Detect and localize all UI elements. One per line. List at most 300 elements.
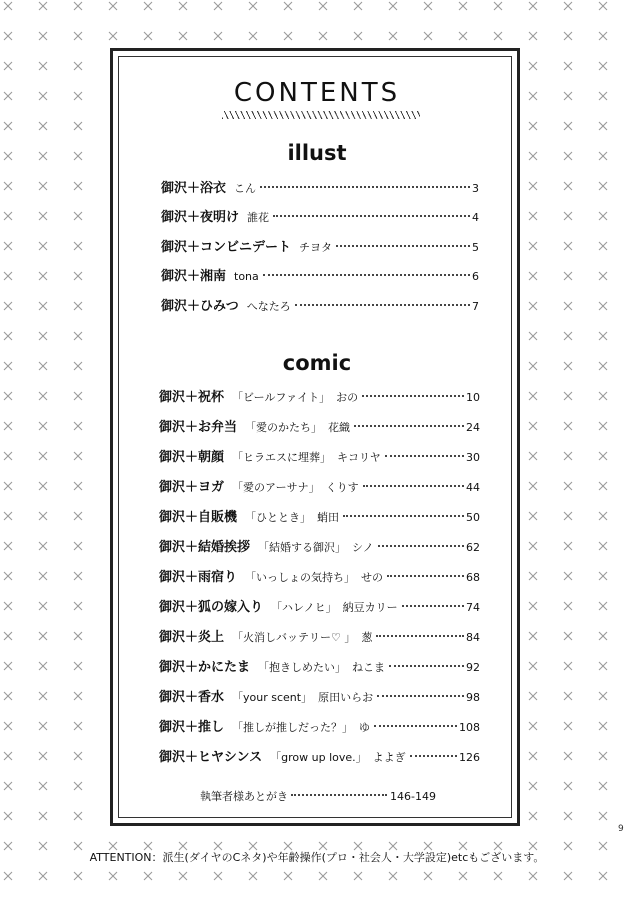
x-mark	[494, 2, 502, 10]
x-mark	[39, 632, 47, 640]
x-mark	[39, 422, 47, 430]
entry-page: 5	[472, 241, 479, 254]
x-mark	[529, 872, 537, 880]
x-mark	[39, 122, 47, 130]
entry-subtitle: 「愛のアーサナ」	[232, 481, 320, 494]
x-mark	[39, 302, 47, 310]
x-mark	[4, 482, 12, 490]
entry-author: 花織	[328, 421, 351, 434]
x-mark	[109, 872, 117, 880]
dot-leader	[389, 665, 464, 667]
entry-page: 3	[472, 182, 479, 195]
x-mark	[494, 872, 502, 880]
x-mark	[39, 692, 47, 700]
entry-title: 御沢＋自販機	[159, 510, 238, 525]
x-mark	[529, 572, 537, 580]
entry-author: せの	[361, 571, 384, 584]
x-mark	[74, 2, 82, 10]
x-mark	[4, 632, 12, 640]
x-mark	[529, 122, 537, 130]
entry-title: 御沢＋お弁当	[159, 420, 238, 435]
x-mark	[564, 482, 572, 490]
entry-author: 蛸田	[317, 511, 340, 524]
entry-subtitle: 「推しが推しだった？」	[232, 721, 354, 734]
x-mark	[564, 332, 572, 340]
x-mark	[599, 512, 607, 520]
x-mark	[4, 272, 12, 280]
dot-leader	[385, 455, 464, 457]
dot-leader	[260, 186, 470, 188]
x-mark	[74, 32, 82, 40]
dot-leader	[402, 605, 464, 607]
x-mark	[529, 542, 537, 550]
entry-author: ねこま	[352, 661, 386, 674]
comic-entry	[159, 717, 480, 739]
entry-title: 御沢＋ヒヤシンス	[159, 750, 263, 765]
entry-title: 御沢＋コンビニデート	[161, 240, 292, 255]
entry-title: 御沢＋朝顔	[159, 450, 225, 465]
x-mark	[74, 722, 82, 730]
x-mark	[564, 572, 572, 580]
entry-page: 30	[466, 451, 480, 464]
entry-subtitle: 「抱きしめたい」	[258, 661, 347, 674]
x-mark	[74, 662, 82, 670]
x-mark	[599, 182, 607, 190]
x-mark	[39, 452, 47, 460]
x-mark	[599, 242, 607, 250]
entry-subtitle: 「ビールファイト」	[232, 391, 331, 404]
x-mark	[389, 2, 397, 10]
x-mark	[249, 872, 257, 880]
entry-subtitle: 「ヒラエスに埋葬」	[232, 451, 332, 464]
x-mark	[529, 782, 537, 790]
x-mark	[39, 572, 47, 580]
x-mark	[599, 692, 607, 700]
x-mark	[599, 392, 607, 400]
x-mark	[564, 512, 572, 520]
section-heading-comic: comic	[282, 351, 352, 375]
x-mark	[74, 122, 82, 130]
attention-note: ATTENTION：派生(ダイヤのCネタ)や年齢操作(プロ・社会人・大学設定)etcもございます。	[89, 851, 545, 864]
x-mark	[599, 812, 607, 820]
entry-page: 62	[466, 541, 480, 554]
x-mark	[39, 752, 47, 760]
x-mark	[354, 872, 362, 880]
x-mark	[74, 812, 82, 820]
x-mark	[39, 482, 47, 490]
x-mark	[74, 632, 82, 640]
entry-page: 44	[466, 481, 480, 494]
x-mark	[74, 542, 82, 550]
dot-leader	[343, 515, 464, 517]
x-mark	[494, 32, 502, 40]
x-mark	[39, 512, 47, 520]
entry-page: 4	[472, 211, 479, 224]
x-mark	[4, 242, 12, 250]
entry-title: 御沢＋雨宿り	[159, 570, 238, 585]
entry-author: 誰花	[247, 211, 270, 224]
entry-title: 御沢＋ヨガ	[159, 480, 225, 495]
x-mark	[529, 2, 537, 10]
entry-title: 御沢＋香水	[159, 690, 225, 705]
x-mark	[599, 122, 607, 130]
x-mark	[74, 602, 82, 610]
entry-author: ゆ	[359, 721, 371, 734]
x-mark	[564, 272, 572, 280]
comic-entry	[159, 417, 480, 439]
x-mark	[599, 422, 607, 430]
entry-author: tona	[234, 270, 259, 283]
x-mark	[284, 2, 292, 10]
entry-title: 御沢＋狐の嫁入り	[159, 600, 264, 615]
x-mark	[564, 422, 572, 430]
illust-entry	[161, 237, 479, 259]
x-mark	[4, 722, 12, 730]
dot-leader	[387, 575, 464, 577]
x-mark	[564, 452, 572, 460]
page-number: 9	[618, 824, 624, 834]
entry-page: 68	[466, 571, 480, 584]
entry-page: 74	[466, 601, 480, 614]
x-mark	[529, 62, 537, 70]
entry-author: チヨタ	[299, 241, 333, 254]
entry-author: こん	[234, 182, 257, 195]
comic-entry	[159, 477, 480, 499]
entry-page: 10	[466, 391, 480, 404]
x-mark	[599, 452, 607, 460]
x-mark	[599, 872, 607, 880]
x-mark	[529, 332, 537, 340]
x-mark	[74, 62, 82, 70]
x-mark	[74, 332, 82, 340]
x-mark	[424, 32, 432, 40]
dot-leader	[374, 725, 457, 727]
x-mark	[599, 62, 607, 70]
x-mark	[529, 812, 537, 820]
x-mark	[564, 122, 572, 130]
x-mark	[74, 212, 82, 220]
x-mark	[4, 662, 12, 670]
x-mark	[214, 2, 222, 10]
entry-title: 御沢＋湘南	[161, 269, 227, 284]
x-mark	[599, 722, 607, 730]
x-mark	[564, 302, 572, 310]
entry-page: 108	[459, 721, 480, 734]
illust-entry	[161, 266, 479, 288]
x-mark	[564, 212, 572, 220]
x-mark	[74, 782, 82, 790]
entry-author: 葱	[361, 631, 373, 644]
x-mark	[564, 392, 572, 400]
x-mark	[74, 452, 82, 460]
dot-leader	[336, 245, 470, 247]
x-mark	[4, 212, 12, 220]
x-mark	[74, 692, 82, 700]
x-mark	[39, 272, 47, 280]
entry-author: へなたろ	[246, 300, 291, 313]
x-mark	[529, 272, 537, 280]
x-mark	[214, 872, 222, 880]
x-mark	[529, 722, 537, 730]
afterword-pages: 146-149	[390, 790, 436, 803]
x-mark	[39, 782, 47, 790]
x-mark	[4, 302, 12, 310]
dot-leader	[410, 755, 457, 757]
x-mark	[529, 692, 537, 700]
x-mark	[109, 2, 117, 10]
x-mark	[529, 452, 537, 460]
x-mark	[39, 62, 47, 70]
x-mark	[529, 512, 537, 520]
x-mark	[459, 32, 467, 40]
x-mark	[4, 752, 12, 760]
x-mark	[529, 422, 537, 430]
x-mark	[4, 872, 12, 880]
x-mark	[4, 122, 12, 130]
entry-page: 50	[466, 511, 480, 524]
entry-author: くりす	[325, 481, 359, 494]
x-mark	[599, 662, 607, 670]
dot-leader	[273, 215, 470, 217]
x-mark	[529, 392, 537, 400]
x-mark	[4, 32, 12, 40]
x-mark	[319, 2, 327, 10]
entry-page: 126	[459, 751, 480, 764]
entry-author: おの	[336, 391, 359, 404]
x-mark	[529, 302, 537, 310]
x-mark	[179, 32, 187, 40]
x-mark	[74, 272, 82, 280]
entry-title: 御沢＋かにたま	[159, 660, 251, 675]
entry-subtitle: 「your scent」	[232, 691, 313, 704]
dot-leader	[376, 635, 464, 637]
x-mark	[529, 182, 537, 190]
x-mark	[144, 32, 152, 40]
x-mark	[39, 392, 47, 400]
x-mark	[529, 632, 537, 640]
x-mark	[599, 302, 607, 310]
x-mark	[424, 872, 432, 880]
entry-subtitle: 「grow up love.」	[270, 751, 367, 764]
x-mark	[4, 422, 12, 430]
x-mark	[389, 872, 397, 880]
x-mark	[179, 872, 187, 880]
x-mark	[109, 32, 117, 40]
x-mark	[39, 182, 47, 190]
dot-leader	[263, 274, 470, 276]
x-mark	[529, 212, 537, 220]
x-mark	[179, 2, 187, 10]
x-mark	[74, 182, 82, 190]
x-mark	[529, 602, 537, 610]
x-mark	[389, 32, 397, 40]
x-mark	[284, 32, 292, 40]
dot-leader	[354, 425, 464, 427]
x-mark	[564, 32, 572, 40]
illust-entry	[161, 207, 479, 229]
afterword-entry	[200, 788, 436, 804]
entry-author: 納豆カリー	[342, 601, 398, 614]
x-mark	[564, 62, 572, 70]
dot-leader	[362, 395, 464, 397]
x-mark	[39, 872, 47, 880]
x-mark	[74, 872, 82, 880]
x-mark	[599, 482, 607, 490]
dot-leader	[295, 304, 470, 306]
dot-leader	[363, 485, 464, 487]
entry-title: 御沢＋夜明け	[161, 210, 240, 225]
x-mark	[529, 482, 537, 490]
entry-title: 御沢＋炎上	[159, 630, 225, 645]
x-mark	[74, 242, 82, 250]
entry-page: 6	[472, 270, 479, 283]
x-mark	[564, 632, 572, 640]
x-mark	[144, 872, 152, 880]
x-mark	[529, 242, 537, 250]
entry-title: 御沢＋浴衣	[161, 181, 227, 196]
comic-entry	[159, 657, 480, 679]
x-mark	[459, 2, 467, 10]
x-mark	[319, 872, 327, 880]
page-title: CONTENTS	[233, 78, 401, 108]
x-mark	[459, 872, 467, 880]
entry-author: キコリヤ	[337, 451, 381, 464]
x-mark	[564, 542, 572, 550]
x-mark	[599, 212, 607, 220]
x-mark	[599, 752, 607, 760]
dot-leader	[378, 545, 464, 547]
comic-entry	[159, 447, 480, 469]
entry-subtitle: 「火消しバッテリー♡ 」	[232, 631, 356, 644]
dot-leader	[291, 794, 387, 796]
entry-author: よよぎ	[372, 751, 406, 764]
x-mark	[4, 332, 12, 340]
x-mark	[354, 2, 362, 10]
x-mark	[39, 2, 47, 10]
x-mark	[529, 32, 537, 40]
x-mark	[144, 2, 152, 10]
entry-subtitle: 「愛のかたち」	[245, 421, 323, 434]
entry-subtitle: 「いっしょの気持ち」	[245, 571, 356, 584]
entry-author: シノ	[352, 541, 374, 554]
entry-title: 御沢＋祝杯	[159, 390, 225, 405]
x-mark	[249, 2, 257, 10]
x-mark	[39, 332, 47, 340]
x-mark	[4, 512, 12, 520]
x-mark	[599, 32, 607, 40]
x-mark	[4, 452, 12, 460]
x-mark	[529, 752, 537, 760]
x-mark	[74, 752, 82, 760]
x-mark	[39, 602, 47, 610]
x-mark	[39, 722, 47, 730]
x-mark	[599, 782, 607, 790]
x-mark	[4, 62, 12, 70]
afterword-label: 執筆者様あとがき	[200, 790, 288, 803]
x-mark	[74, 302, 82, 310]
x-mark	[564, 182, 572, 190]
x-mark	[564, 722, 572, 730]
entry-page: 24	[466, 421, 480, 434]
x-mark	[564, 812, 572, 820]
x-mark	[564, 242, 572, 250]
x-mark	[74, 482, 82, 490]
entry-page: 7	[472, 300, 479, 313]
x-mark	[599, 602, 607, 610]
x-mark	[564, 872, 572, 880]
x-mark	[4, 692, 12, 700]
comic-entry	[159, 507, 480, 529]
entry-title: 御沢＋ひみつ	[161, 299, 239, 314]
x-mark	[599, 2, 607, 10]
x-mark	[564, 2, 572, 10]
x-mark	[319, 32, 327, 40]
comic-entry	[159, 537, 480, 559]
section-heading-illust: illust	[287, 141, 347, 165]
entry-title: 御沢＋推し	[159, 720, 225, 735]
x-mark	[599, 572, 607, 580]
x-mark	[4, 2, 12, 10]
x-mark	[424, 2, 432, 10]
comic-entry	[159, 747, 480, 769]
illust-entry	[161, 178, 479, 200]
x-mark	[249, 32, 257, 40]
x-mark	[599, 542, 607, 550]
illust-entry	[161, 296, 479, 318]
x-mark	[39, 542, 47, 550]
comic-entry	[159, 597, 480, 619]
entry-author: 原田いらお	[318, 691, 374, 704]
x-mark	[4, 572, 12, 580]
x-mark	[39, 812, 47, 820]
comic-entry	[159, 627, 480, 649]
x-mark	[39, 242, 47, 250]
entry-subtitle: 「結婚する御沢」	[258, 541, 347, 554]
x-mark	[4, 602, 12, 610]
title-underline-hatch	[222, 111, 420, 119]
x-mark	[284, 872, 292, 880]
x-mark	[74, 422, 82, 430]
x-mark	[214, 32, 222, 40]
x-mark	[599, 272, 607, 280]
x-mark	[74, 512, 82, 520]
x-mark	[39, 662, 47, 670]
x-mark	[74, 572, 82, 580]
x-mark	[74, 392, 82, 400]
entry-page: 98	[466, 691, 480, 704]
entry-page: 92	[466, 661, 480, 674]
dot-leader	[377, 695, 464, 697]
x-mark	[4, 782, 12, 790]
comic-entry	[159, 687, 480, 709]
x-mark	[39, 212, 47, 220]
x-mark	[564, 692, 572, 700]
x-mark	[599, 332, 607, 340]
comic-entry	[159, 387, 480, 409]
x-mark	[564, 602, 572, 610]
x-mark	[39, 32, 47, 40]
x-mark	[4, 182, 12, 190]
x-mark	[4, 392, 12, 400]
x-mark	[564, 782, 572, 790]
x-mark	[564, 752, 572, 760]
x-mark	[564, 662, 572, 670]
x-mark	[354, 32, 362, 40]
x-mark	[599, 632, 607, 640]
entry-subtitle: 「ひととき」	[245, 511, 312, 524]
comic-entry	[159, 567, 480, 589]
entry-title: 御沢＋結婚挨拶	[159, 540, 251, 555]
